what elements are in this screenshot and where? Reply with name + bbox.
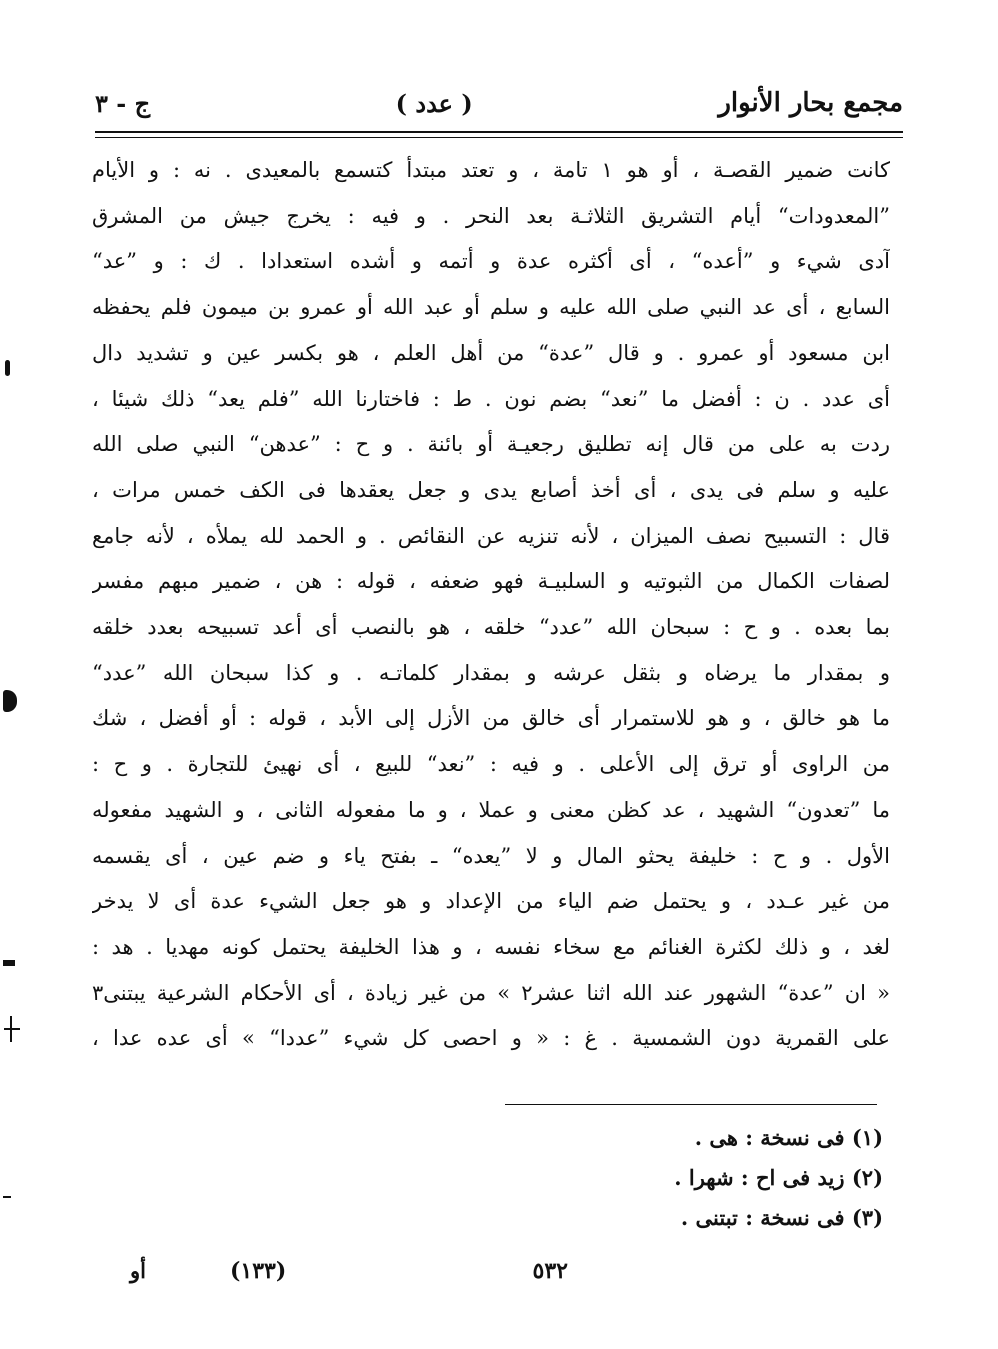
text-line: من غير عـدد ، و يحتمل ضم الياء من الإعداد و هو جعل الشيء عدة أى لا يدخر: [92, 889, 890, 914]
text-line: و بمقدار ما يرضاه و بثقل عرشه و بمقدار كلماتـه . و كذا سبحان الله ”عدد“: [92, 660, 890, 685]
text-line: لصفات الكمال من الثبوتيه و السلبيـة فهو ضعفه ، قوله : هن ، ضمير مبهم مفسر: [92, 569, 890, 594]
page-number: ٥٣٢: [532, 1258, 568, 1284]
text-line: أى عدد . ن : أفضل ما ”نعد“ بضم نون . ط : فاختارنا الله ”فلم يعد“ ذلك شيئا ،: [92, 386, 890, 411]
main-text: [92, 148, 890, 1062]
text-line: السابع ، أى عد النبي صلى الله عليه و سلم أو عبد الله أو عمرو بن ميمون فلم يحفظه: [92, 295, 890, 320]
text-line: بما بعده . و ح : سبحان الله ”عدد“ خلقه ، هو بالنصب أى أعد تسبيحه بعدد خلقه: [92, 615, 890, 640]
text-line: قال : التسبيح نصف الميزان ، لأنه تنزيه عن النقائص . و الحمد لله يملأه ، لأنه جامع: [92, 523, 890, 548]
margin-mark: [5, 360, 10, 376]
text-line: ”المعدودات“ أيام التشريق الثلاثـة بعد النحر . و فيه : يخرج جيش من المشرق: [92, 203, 890, 228]
margin-mark: [3, 1196, 11, 1198]
book-title: مجمع بحار الأنوار: [718, 88, 903, 118]
margin-mark: [3, 690, 17, 712]
margin-mark: [3, 960, 15, 966]
footnotes: [674, 1118, 883, 1238]
signature-number: (١٣٣): [230, 1258, 287, 1284]
margin-mark: [10, 1016, 12, 1042]
volume-label: ج - ٣: [95, 88, 151, 118]
footnote-3: (٣) فى نسخة : تبتنى .: [680, 1205, 883, 1230]
page-footer: [130, 1258, 568, 1292]
footnote-rule: [505, 1104, 877, 1105]
text-line: عليه و سلم فى يدى ، أى أخذ أصابع يدى و جعل يعقدها فى الكف خمس مرات ،: [92, 477, 890, 502]
text-line: « ان ”عدة“ الشهور عند الله اثنا عشر٢ » من غير زيادة ، أى الأحكام الشرعية يبتنى٣: [92, 980, 890, 1005]
margin-mark: [4, 1028, 20, 1030]
catchword: أو: [130, 1258, 146, 1283]
text-line: ابن مسعود أو عمرو . و قال ”عدة“ من أهل العلم ، هو بكسر عين و تشديد دال: [92, 340, 890, 365]
running-header: [95, 78, 903, 128]
footnote-1: (١) فى نسخة : هى .: [694, 1125, 883, 1150]
entry-heading: ( عدد ): [395, 88, 473, 118]
text-line: آدى شيء و ”أعده“ ، أى أكثره عدة و أتمه و أشده استعدادا . ك : و ”عد“: [92, 249, 890, 274]
text-line: لغد ، و ذلك لكثرة الغنائم مع سخاء نفسه ، و هذا الخليفة يحتمل كونه مهديا . هد :: [92, 934, 890, 959]
text-line: الأول . و ح : خليفة يحثو المال و لا ”يعده“ ـ بفتح ياء و ضم عين ، أى يقسمه: [92, 843, 890, 868]
text-line: كانت ضمير القصـة ، أو هو ١ تامة ، و تعتد مبتدأ كتسمع بالمعيدى . نه : و الأيام: [92, 158, 890, 182]
text-line: على القمرية دون الشمسية . غ : « و احصى كل شيء ”عددا“ » أى عده عدا ،: [92, 1026, 890, 1051]
text-line: من الراوى أو ترق إلى الأعلى . و فيه : ”نعد“ للبيع ، أى نهيئ للتجارة . و ح :: [92, 752, 890, 777]
text-line: ما هو خالق ، و هو للاستمرار أى خالق من الأزل إلى الأبد ، قوله : أو أفضل ، شك: [92, 706, 890, 731]
footnote-2: (٢) زيد فى اح : شهرا .: [674, 1165, 883, 1190]
header-rule: [95, 131, 903, 138]
text-line: ردت به على من قال إنه تطليق رجعيـة أو بائنة . و ح : ”عدهن“ النبي صلى الله: [92, 432, 890, 457]
text-line: ما ”تعدون“ الشهيد ، عد كظن معنى و عملا ، و ما مفعوله الثانى ، و الشهيد مفعوله: [92, 797, 890, 822]
